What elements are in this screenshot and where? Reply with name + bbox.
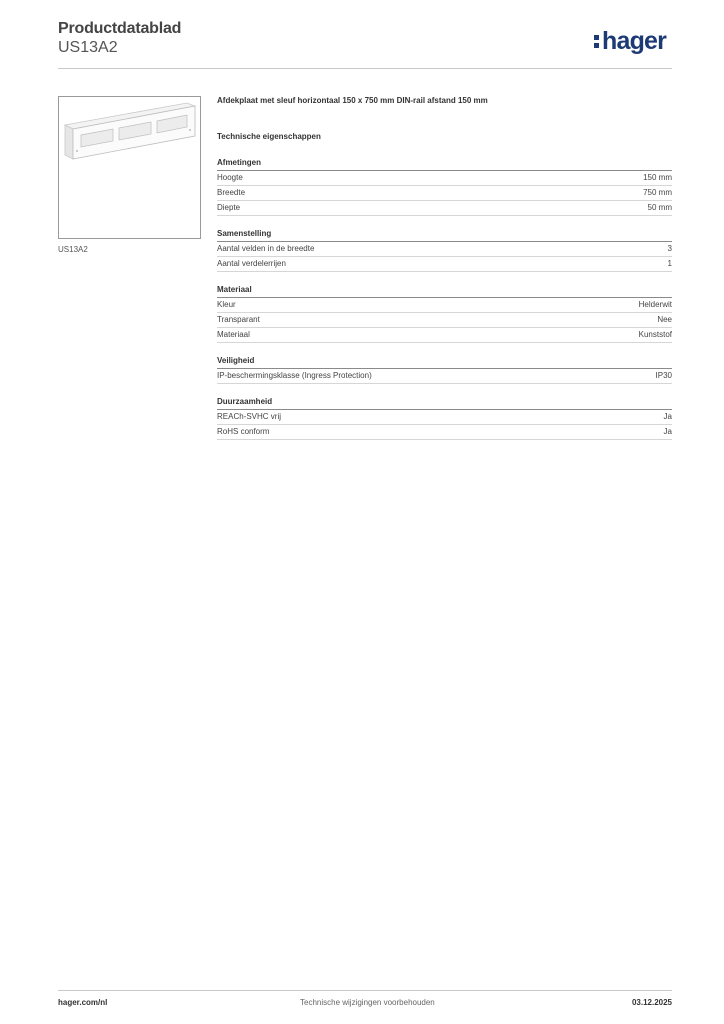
footer-date: 03.12.2025 xyxy=(631,998,672,1007)
spec-section xyxy=(217,395,672,440)
hager-logo xyxy=(594,27,666,56)
spec-row xyxy=(217,369,672,384)
spec-value: 150 mm xyxy=(643,173,672,182)
spec-section xyxy=(217,283,672,343)
spec-row xyxy=(217,313,672,328)
page-title: Productdatablad xyxy=(58,20,182,37)
spec-value: Ja xyxy=(663,427,672,436)
product-details xyxy=(217,96,672,440)
footer-website: hager.com/nl xyxy=(58,998,108,1007)
spec-sections xyxy=(217,156,672,440)
logo-dots-icon xyxy=(594,32,600,50)
spec-value: Kunststof xyxy=(638,330,672,339)
spec-label: Aantal velden in de breedte xyxy=(217,244,315,253)
spec-value: Ja xyxy=(663,412,672,421)
spec-section-title: Duurzaamheid xyxy=(217,395,672,410)
specs-heading: Technische eigenschappen xyxy=(217,132,321,141)
product-image xyxy=(58,96,201,239)
spec-label: Kleur xyxy=(217,300,236,309)
spec-section xyxy=(217,227,672,272)
image-caption: US13A2 xyxy=(58,245,88,254)
spec-label: Transparant xyxy=(217,315,260,324)
spec-value: Nee xyxy=(657,315,672,324)
footer-disclaimer: Technische wijzigingen voorbehouden xyxy=(300,998,435,1007)
spec-label: IP-beschermingsklasse (Ingress Protection) xyxy=(217,371,372,380)
spec-row xyxy=(217,242,672,257)
spec-value: 750 mm xyxy=(643,188,672,197)
spec-section-title: Veiligheid xyxy=(217,354,672,369)
spec-value: IP30 xyxy=(655,371,672,380)
header-divider xyxy=(58,68,672,69)
spec-label: Diepte xyxy=(217,203,241,212)
spec-label: Breedte xyxy=(217,188,246,197)
spec-row xyxy=(217,410,672,425)
spec-section-title: Afmetingen xyxy=(217,156,672,171)
spec-label: Hoogte xyxy=(217,173,243,182)
spec-row xyxy=(217,171,672,186)
spec-label: REACh-SVHC vrij xyxy=(217,412,282,421)
spec-label: RoHS conform xyxy=(217,427,270,436)
spec-row xyxy=(217,186,672,201)
logo-wordmark: hager xyxy=(602,27,667,55)
spec-value: Helderwit xyxy=(638,300,672,309)
spec-row xyxy=(217,298,672,313)
spec-row xyxy=(217,257,672,272)
spec-section-title: Materiaal xyxy=(217,283,672,298)
footer-divider xyxy=(58,990,672,991)
spec-row xyxy=(217,328,672,343)
spec-label: Aantal verdelerrijen xyxy=(217,259,286,268)
spec-section xyxy=(217,354,672,384)
spec-row xyxy=(217,201,672,216)
spec-label: Materiaal xyxy=(217,330,250,339)
product-description: Afdekplaat met sleuf horizontaal 150 x 750 mm DIN-rail afstand 150 mm xyxy=(217,96,488,105)
spec-value: 3 xyxy=(667,244,672,253)
cover-plate-illustration xyxy=(59,97,200,238)
spec-row xyxy=(217,425,672,440)
product-code: US13A2 xyxy=(58,39,118,56)
spec-value: 1 xyxy=(667,259,672,268)
spec-value: 50 mm xyxy=(647,203,672,212)
spec-section-title: Samenstelling xyxy=(217,227,672,242)
spec-section xyxy=(217,156,672,216)
